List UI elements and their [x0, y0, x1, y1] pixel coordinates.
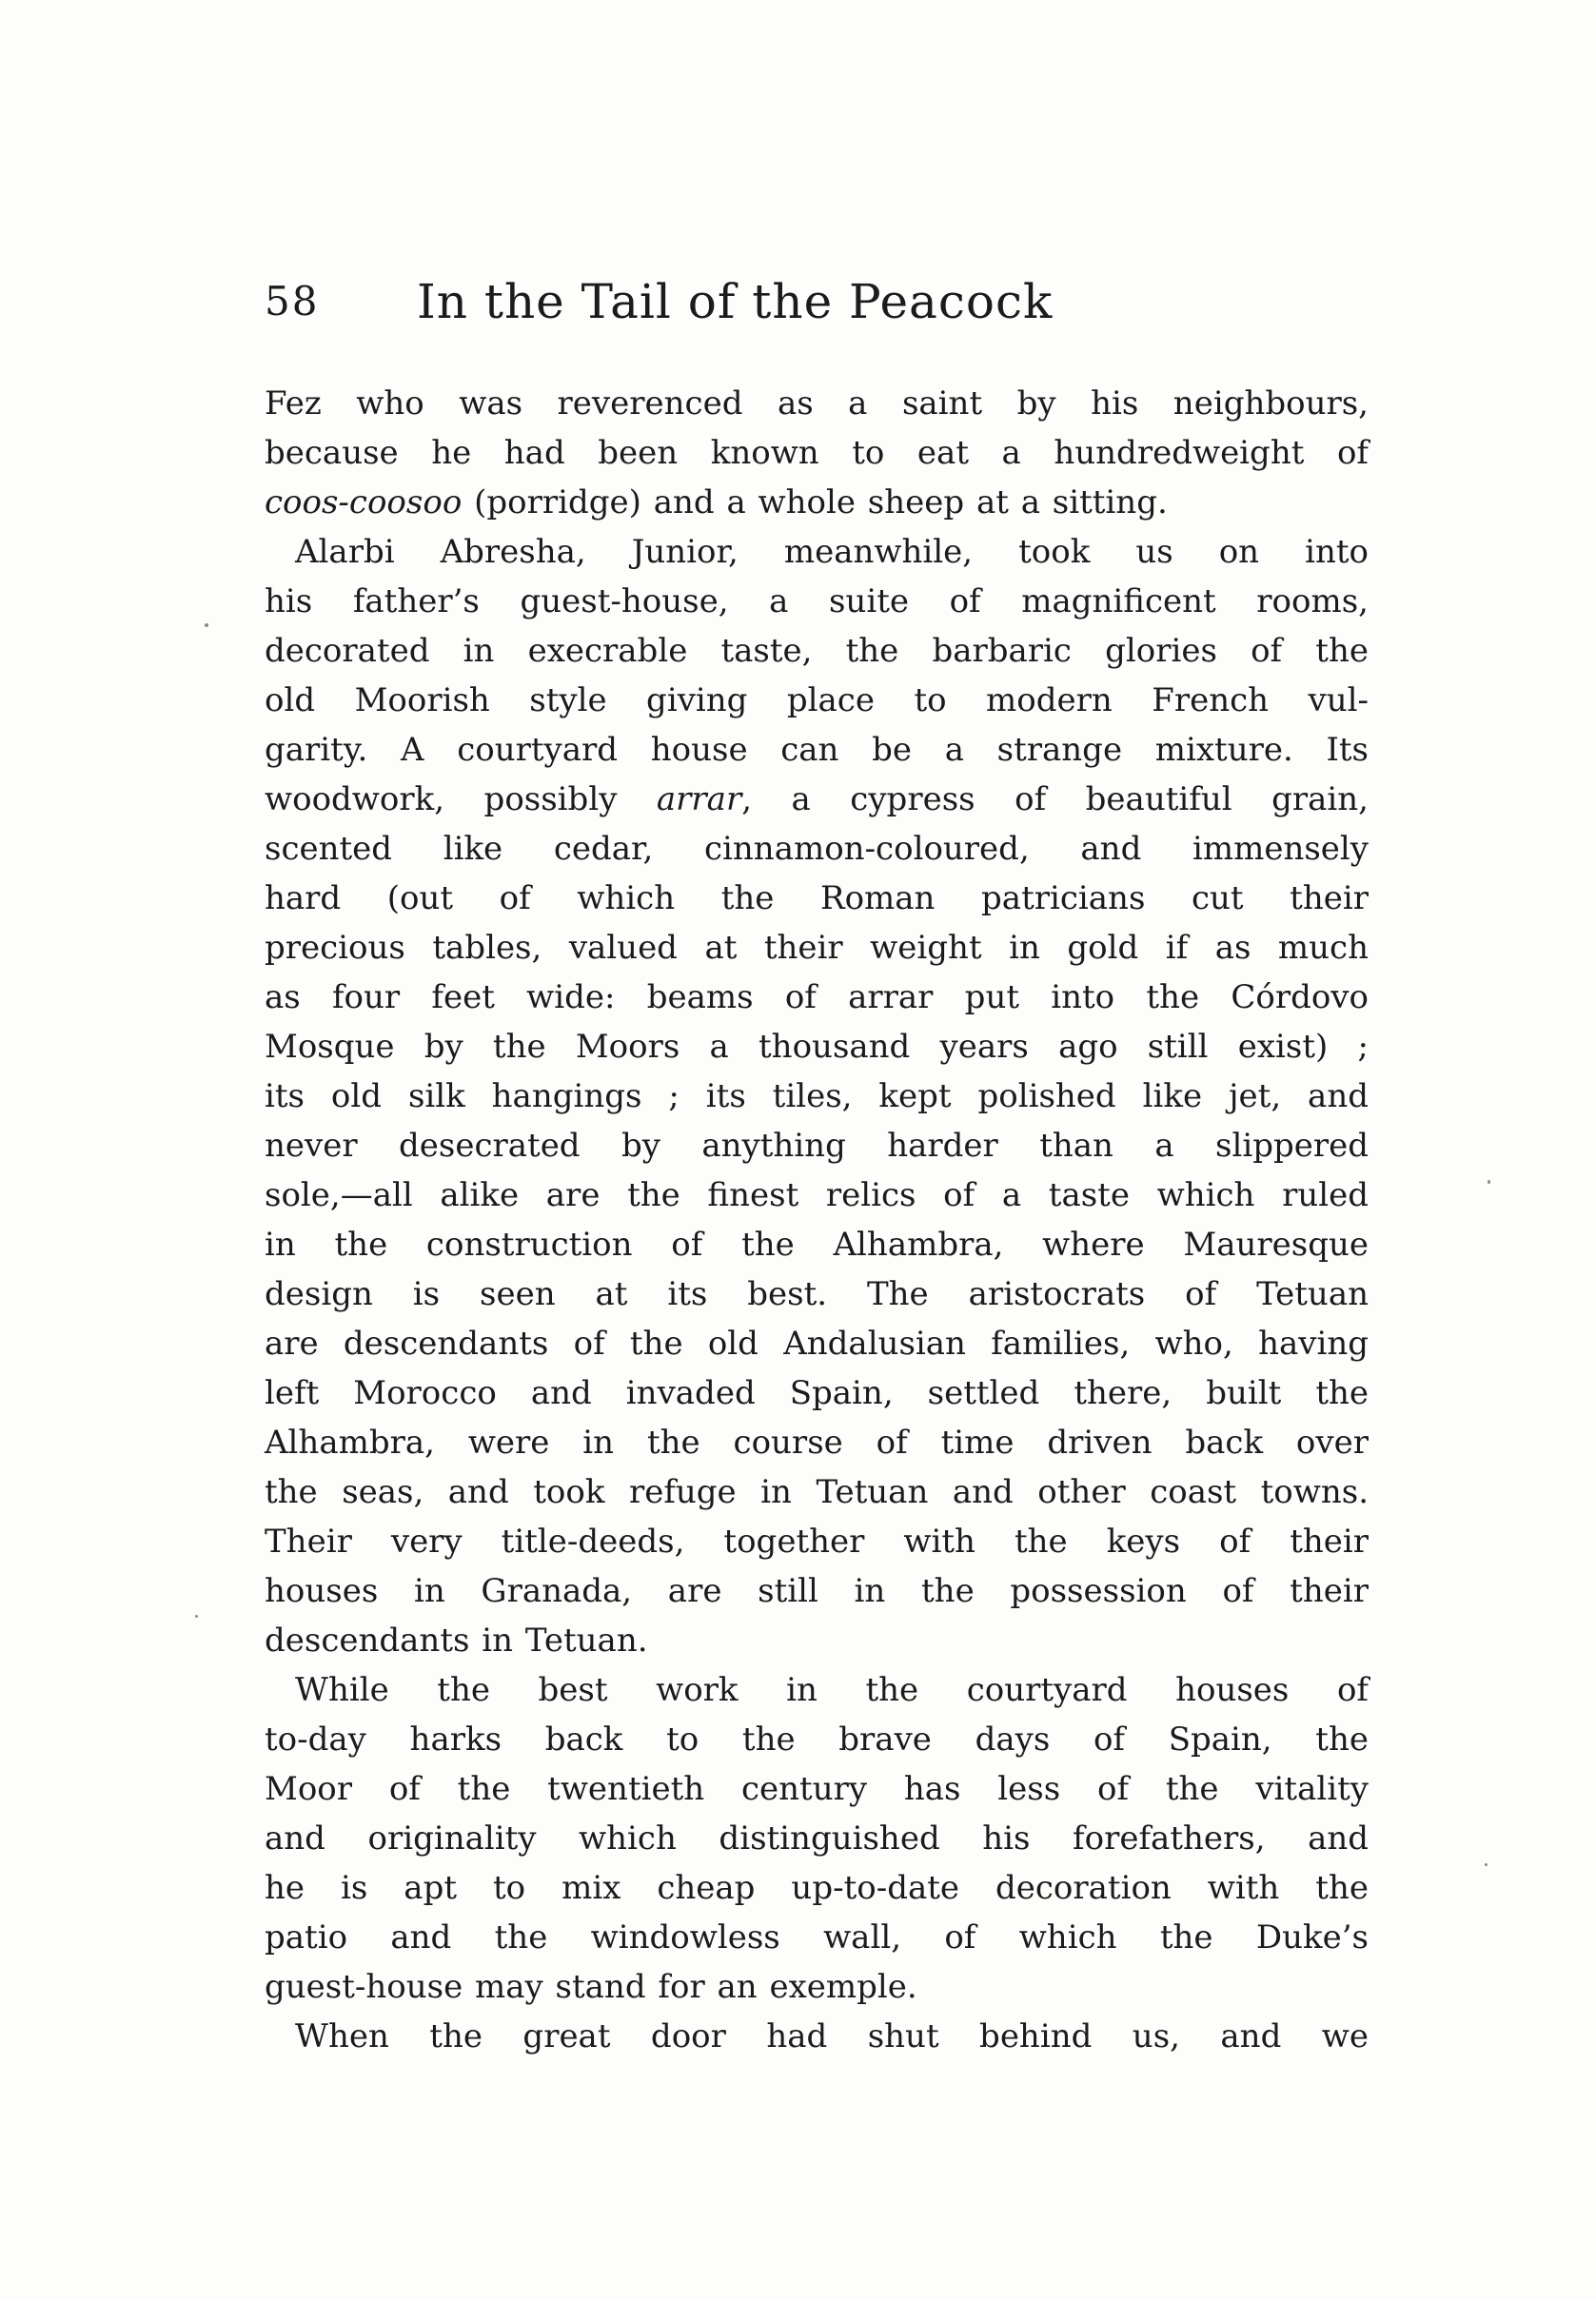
text-line: his father’s guest-house, a suite of magnificent rooms,	[265, 582, 1369, 620]
text-line: Mosque by the Moors a thousand years ago still exist) ;	[265, 1028, 1369, 1066]
text-line: the seas, and took refuge in Tetuan and other coast towns.	[265, 1473, 1369, 1511]
text-line: scented like cedar, cinnamon-coloured, and immensely	[265, 830, 1369, 868]
text-line: Their very title-deeds, together with the keys of their	[265, 1523, 1369, 1561]
text-line: Moor of the twentieth century has less of the vitality	[265, 1770, 1369, 1808]
text-line: precious tables, valued at their weight in gold if as much	[265, 929, 1369, 967]
text-segment: , a cypress of beautiful grain,	[741, 780, 1369, 818]
text-line: left Morocco and invaded Spain, settled there, built the	[265, 1374, 1369, 1412]
text-line: guest-house may stand for an exemple.	[265, 1968, 917, 2006]
text-line: to-day harks back to the brave days of Spain, the	[265, 1721, 1369, 1759]
scan-speck	[1488, 1180, 1490, 1184]
scan-speck	[205, 623, 208, 627]
text-line: hard (out of which the Roman patricians cut their	[265, 879, 1369, 917]
body-text	[265, 379, 1369, 2061]
scan-speck	[1485, 1863, 1488, 1866]
text-line: design is seen at its best. The aristocrats of Tetuan	[265, 1275, 1369, 1313]
running-header	[265, 255, 1369, 329]
text-line: descendants in Tetuan.	[265, 1622, 648, 1660]
text-line: because he had been known to eat a hundredweight of	[265, 434, 1369, 472]
text-line: old Moorish style giving place to modern French vul-	[265, 681, 1369, 719]
text-line: houses in Granada, are still in the possession of their	[265, 1572, 1369, 1610]
text-line: While the best work in the courtyard houses of	[295, 1671, 1369, 1709]
text-line: decorated in execrable taste, the barbaric glories of the	[265, 632, 1369, 670]
page-number: 58	[265, 278, 320, 324]
text-line	[265, 478, 1369, 527]
text-line: When the great door had shut behind us, and we	[295, 2017, 1369, 2055]
text-line	[265, 775, 1369, 824]
text-line: and originality which distinguished his forefathers, and	[265, 1819, 1369, 1858]
italic-term: arrar	[656, 780, 742, 818]
text-line: as four feet wide: beams of arrar put into the Córdovo	[265, 978, 1369, 1016]
text-line: he is apt to mix cheap up-to-date decoration with the	[265, 1869, 1369, 1907]
text-line: sole,—all alike are the finest relics of a taste which ruled	[265, 1176, 1369, 1214]
text-line: patio and the windowless wall, of which the Duke’s	[265, 1918, 1369, 1957]
text-segment: woodwork, possibly	[265, 780, 657, 818]
text-line: Alhambra, were in the course of time driven back over	[265, 1424, 1369, 1462]
text-line: Alarbi Abresha, Junior, meanwhile, took us on into	[295, 533, 1369, 571]
text-line: Fez who was reverenced as a saint by his neighbours,	[265, 384, 1369, 423]
text-line: never desecrated by anything harder than a slippered	[265, 1127, 1369, 1165]
text-line: in the construction of the Alhambra, where Mauresque	[265, 1226, 1369, 1264]
text-segment: (porridge) and a whole sheep at a sitting.	[462, 483, 1168, 521]
text-line: are descendants of the old Andalusian families, who, having	[265, 1325, 1369, 1363]
scan-speck	[195, 1615, 198, 1618]
text-line: its old silk hangings ; its tiles, kept polished like jet, and	[265, 1077, 1369, 1115]
text-line: garity. A courtyard house can be a strange mixture. Its	[265, 731, 1369, 769]
page-title: In the Tail of the Peacock	[417, 274, 1054, 329]
italic-term: coos-coosoo	[265, 483, 463, 521]
